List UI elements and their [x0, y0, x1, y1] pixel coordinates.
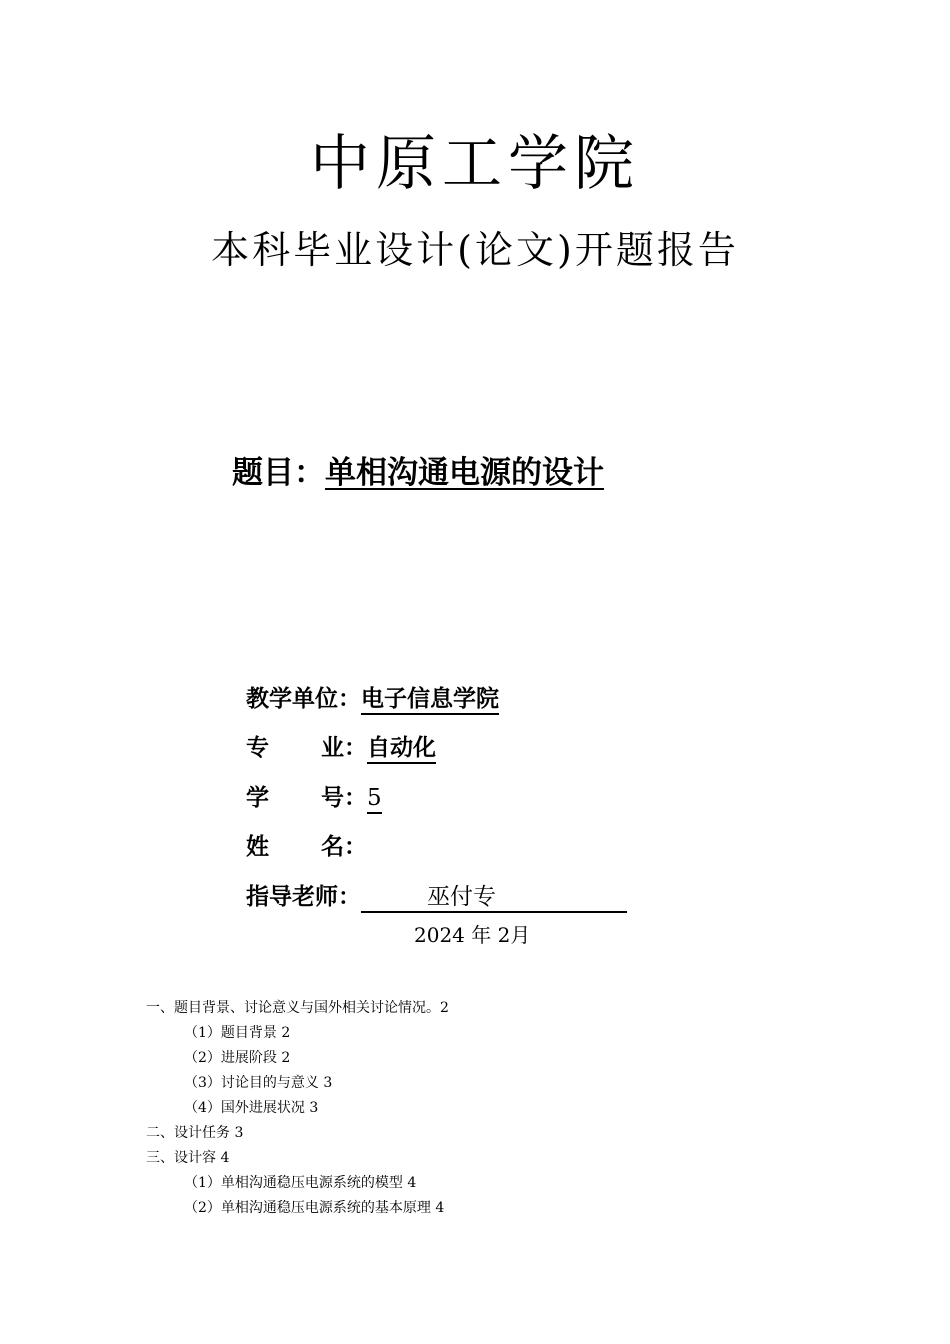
toc-item: （2）单相沟通稳压电源系统的基本原理 4: [184, 1200, 445, 1216]
student-id-value: 5: [367, 784, 382, 814]
toc-item: （2）进展阶段 2: [184, 1050, 291, 1066]
major-value: 自动化: [367, 734, 436, 764]
advisor-label: 指导老师：: [246, 883, 361, 910]
toc-item: （3）讨论目的与意义 3: [184, 1075, 333, 1091]
major-label-b: 业：: [321, 734, 367, 761]
toc-item: （1）单相沟通稳压电源系统的模型 4: [184, 1175, 417, 1191]
name-label-a: 姓: [246, 833, 269, 860]
name-row: [246, 830, 367, 864]
school-name: 中原工学院: [310, 129, 640, 199]
name-label-b: 名：: [321, 833, 367, 860]
toc-item: 一、题目背景、讨论意义与国外相关讨论情况。2: [146, 1000, 449, 1016]
id-label-a: 学: [246, 784, 269, 811]
unit-value: 电子信息学院: [361, 685, 499, 715]
student-id-row: [246, 781, 382, 815]
unit-label: 教学单位：: [246, 685, 361, 712]
report-date: 2024 年 2月: [414, 923, 531, 947]
topic-value: 单相沟通电源的设计: [325, 455, 604, 491]
toc-item: （1）题目背景 2: [184, 1025, 291, 1041]
advisor-value: 巫付专: [427, 884, 496, 910]
major-row: [246, 731, 436, 765]
toc-item: 三、设计容 4: [146, 1150, 230, 1166]
unit-row: [246, 682, 499, 716]
id-label-b: 号：: [321, 784, 367, 811]
toc-item: （4）国外进展状况 3: [184, 1100, 319, 1116]
advisor-field: [361, 883, 627, 913]
advisor-row: [246, 880, 627, 914]
toc-item: 二、设计任务 3: [146, 1125, 244, 1141]
major-label-a: 专: [246, 734, 269, 761]
report-subtitle: 本科毕业设计(论文)开题报告: [211, 228, 739, 272]
topic-line: [232, 450, 604, 496]
topic-label: 题目：: [232, 455, 325, 491]
